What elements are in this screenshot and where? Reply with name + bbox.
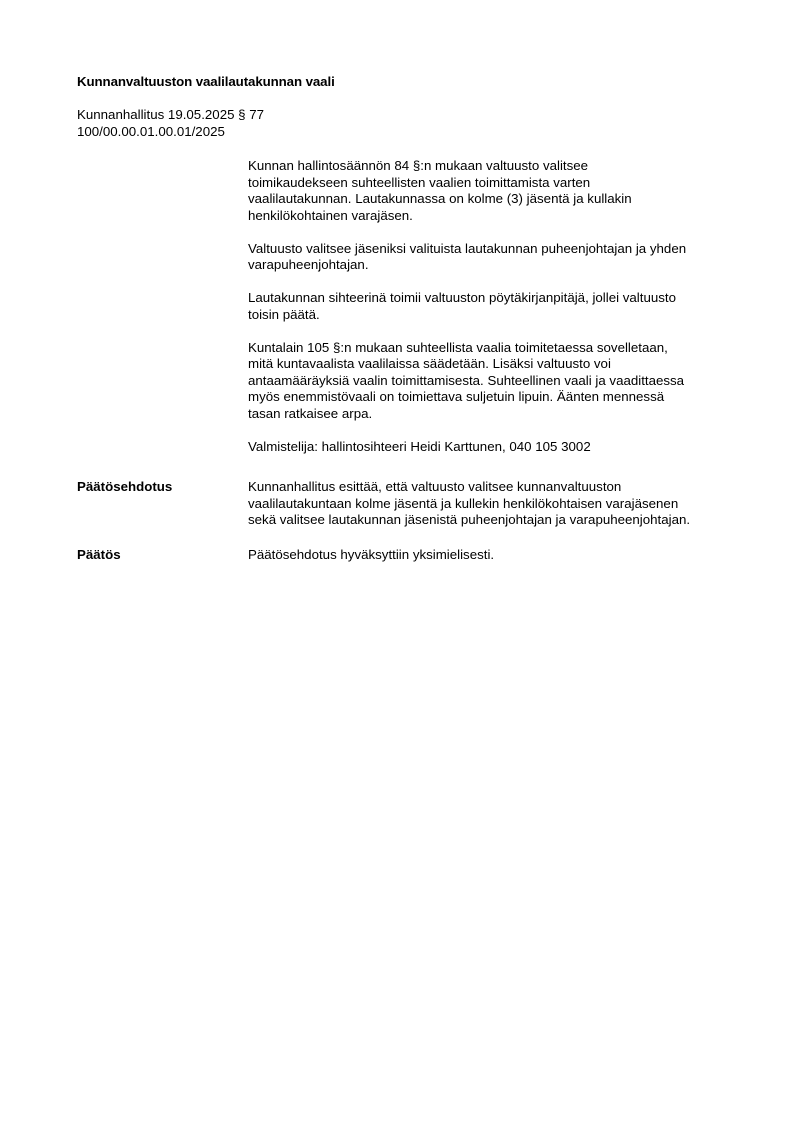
proposal-text: Kunnanhallitus esittää, että valtuusto valitsee kunnanvaltuuston vaalilautakuntaan kolme jäsentä ja kullekin henkilökohtaisen varajäsenen sekä valitsee lautakunnan jäsenistä puheenjohtajan ja varapuheenjohtajan. bbox=[248, 479, 691, 527]
paragraph-chair-election: Valtuusto valitsee jäseniksi valituista lautakunnan puheenjohtajan ja yhden varapuheenjohtajan. bbox=[248, 240, 687, 272]
decision-text: Päätösehdotus hyväksyttiin yksimielisesti. bbox=[248, 547, 495, 562]
decision-label: Päätös bbox=[77, 547, 121, 562]
document-meta bbox=[77, 107, 264, 140]
paragraph-secretary: Lautakunnan sihteerinä toimii valtuuston pöytäkirjanpitäjä, jollei valtuusto toisin päätä. bbox=[248, 290, 676, 322]
proposal-label: Päätösehdotus bbox=[77, 479, 173, 494]
paragraph-rules: Kunnan hallintosäännön 84 §:n mukaan valtuusto valitsee toimikaudekseen suhteellisten vaalien toimittamista varten vaalilautakunnan. Lautakunnassa on kolme (3) jäsentä ja kullakin henkilökohtainen varajäsen. bbox=[248, 158, 632, 223]
record-number: 100/00.00.01.00.01/2025 bbox=[77, 123, 225, 139]
document-body bbox=[248, 158, 740, 472]
meeting-line: Kunnanhallitus 19.05.2025 § 77 bbox=[77, 107, 265, 122]
document-title: Kunnanvaltuuston vaalilautakunnan vaali bbox=[77, 74, 335, 89]
paragraph-preparer: Valmistelija: hallintosihteeri Heidi Karttunen, 040 105 3002 bbox=[248, 438, 591, 454]
paragraph-municipal-law: Kuntalain 105 §:n mukaan suhteellista vaalia toimitetaessa sovelletaan, mitä kuntavaalista vaalilaissa säädetään. Lisäksi valtuusto voi antaamääräyksiä vaalin toimittamisesta. Suhteellinen vaali ja vaadittaessa myös enemmistövaali on toimiettava suljetuin lipuin. Äänten mennessä tasan ratkaisee arpa. bbox=[248, 339, 685, 421]
